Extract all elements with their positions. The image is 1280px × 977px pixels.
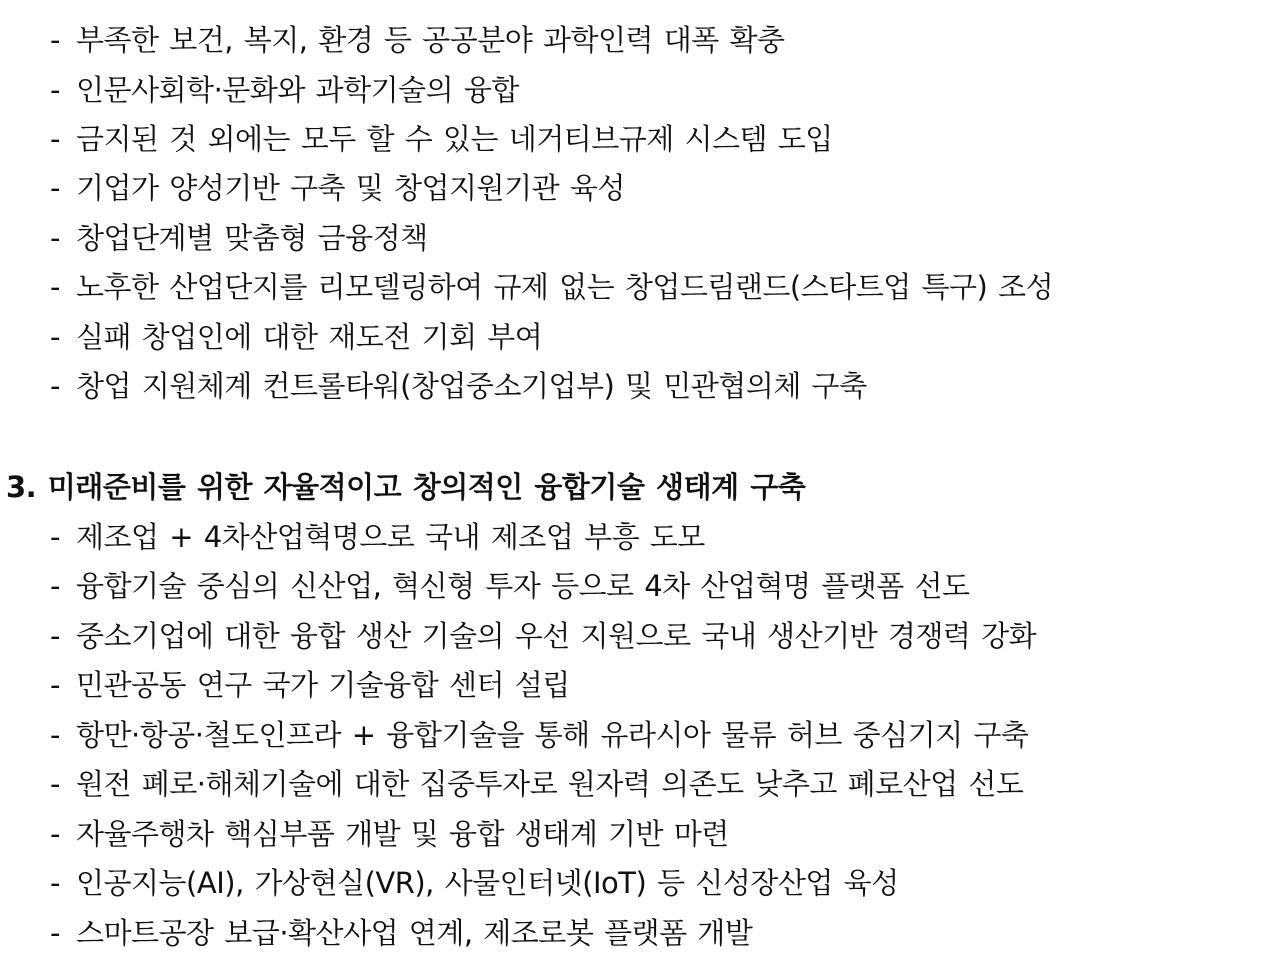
bullet-marker: - bbox=[50, 718, 60, 752]
list-item bbox=[50, 20, 785, 60]
bullet-marker: - bbox=[50, 916, 60, 950]
list-item bbox=[50, 218, 428, 258]
list-item-text: 스마트공장 보급·확산사업 연계, 제조로봇 플랫폼 개발 bbox=[76, 916, 753, 950]
list-item-text: 인문사회학·문화와 과학기술의 융합 bbox=[76, 73, 519, 107]
bullet-marker: - bbox=[50, 221, 60, 255]
list-item bbox=[50, 317, 542, 357]
bullet-marker: - bbox=[50, 23, 60, 57]
list-item-text: 기업가 양성기반 구축 및 창업지원기관 육성 bbox=[76, 171, 625, 205]
list-item bbox=[50, 168, 625, 208]
bullet-marker: - bbox=[50, 817, 60, 851]
bullet-marker: - bbox=[50, 619, 60, 653]
list-item-text: 노후한 산업단지를 리모델링하여 규제 없는 창업드림랜드(스타트업 특구) 조성 bbox=[76, 270, 1054, 304]
list-item bbox=[50, 764, 1023, 804]
bullet-marker: - bbox=[50, 767, 60, 801]
list-item-text: 항만·항공·철도인프라 + 융합기술을 통해 유라시아 물류 허브 중심기지 구축 bbox=[76, 718, 1029, 752]
list-item bbox=[50, 70, 519, 110]
bullet-marker: - bbox=[50, 866, 60, 900]
section-3-heading: 3. 미래준비를 위한 자율적이고 창의적인 융합기술 생태계 구축 bbox=[6, 470, 806, 504]
list-item-text: 제조업 + 4차산업혁명으로 국내 제조업 부흥 도모 bbox=[76, 520, 705, 554]
list-item-text: 중소기업에 대한 융합 생산 기술의 우선 지원으로 국내 생산기반 경쟁력 강화 bbox=[76, 619, 1037, 653]
list-item-text: 민관공동 연구 국가 기술융합 센터 설립 bbox=[76, 668, 570, 702]
list-item bbox=[50, 863, 899, 903]
bullet-marker: - bbox=[50, 122, 60, 156]
list-item-text: 창업단계별 맞춤형 금융정책 bbox=[76, 221, 428, 255]
bullet-marker: - bbox=[50, 270, 60, 304]
list-item bbox=[50, 119, 833, 159]
list-item bbox=[50, 366, 867, 406]
list-item-text: 원전 폐로·해체기술에 대한 집중투자로 원자력 의존도 낮추고 폐로산업 선도 bbox=[76, 767, 1024, 801]
bullet-marker: - bbox=[50, 320, 60, 354]
list-item-text: 융합기술 중심의 신산업, 혁신형 투자 등으로 4차 산업혁명 플랫폼 선도 bbox=[76, 569, 970, 603]
bullet-marker: - bbox=[50, 668, 60, 702]
list-item-text: 실패 창업인에 대한 재도전 기회 부여 bbox=[76, 320, 543, 354]
bullet-marker: - bbox=[50, 369, 60, 403]
list-item bbox=[50, 814, 729, 854]
list-item-text: 금지된 것 외에는 모두 할 수 있는 네거티브규제 시스템 도입 bbox=[76, 122, 833, 156]
list-item bbox=[50, 267, 1053, 307]
bullet-marker: - bbox=[50, 520, 60, 554]
list-item bbox=[50, 913, 752, 953]
list-item bbox=[50, 665, 570, 705]
list-item bbox=[50, 715, 1028, 755]
bullet-marker: - bbox=[50, 569, 60, 603]
list-item-text: 창업 지원체계 컨트롤타워(창업중소기업부) 및 민관협의체 구축 bbox=[76, 369, 867, 403]
bullet-marker: - bbox=[50, 171, 60, 205]
list-item bbox=[50, 517, 705, 557]
list-item bbox=[50, 566, 970, 606]
bullet-marker: - bbox=[50, 73, 60, 107]
list-item-text: 부족한 보건, 복지, 환경 등 공공분야 과학인력 대폭 확충 bbox=[76, 23, 785, 57]
list-item-text: 자율주행차 핵심부품 개발 및 융합 생태계 기반 마련 bbox=[76, 817, 729, 851]
list-item-text: 인공지능(AI), 가상현실(VR), 사물인터넷(IoT) 등 신성장산업 육성 bbox=[76, 866, 899, 900]
list-item bbox=[50, 616, 1036, 656]
